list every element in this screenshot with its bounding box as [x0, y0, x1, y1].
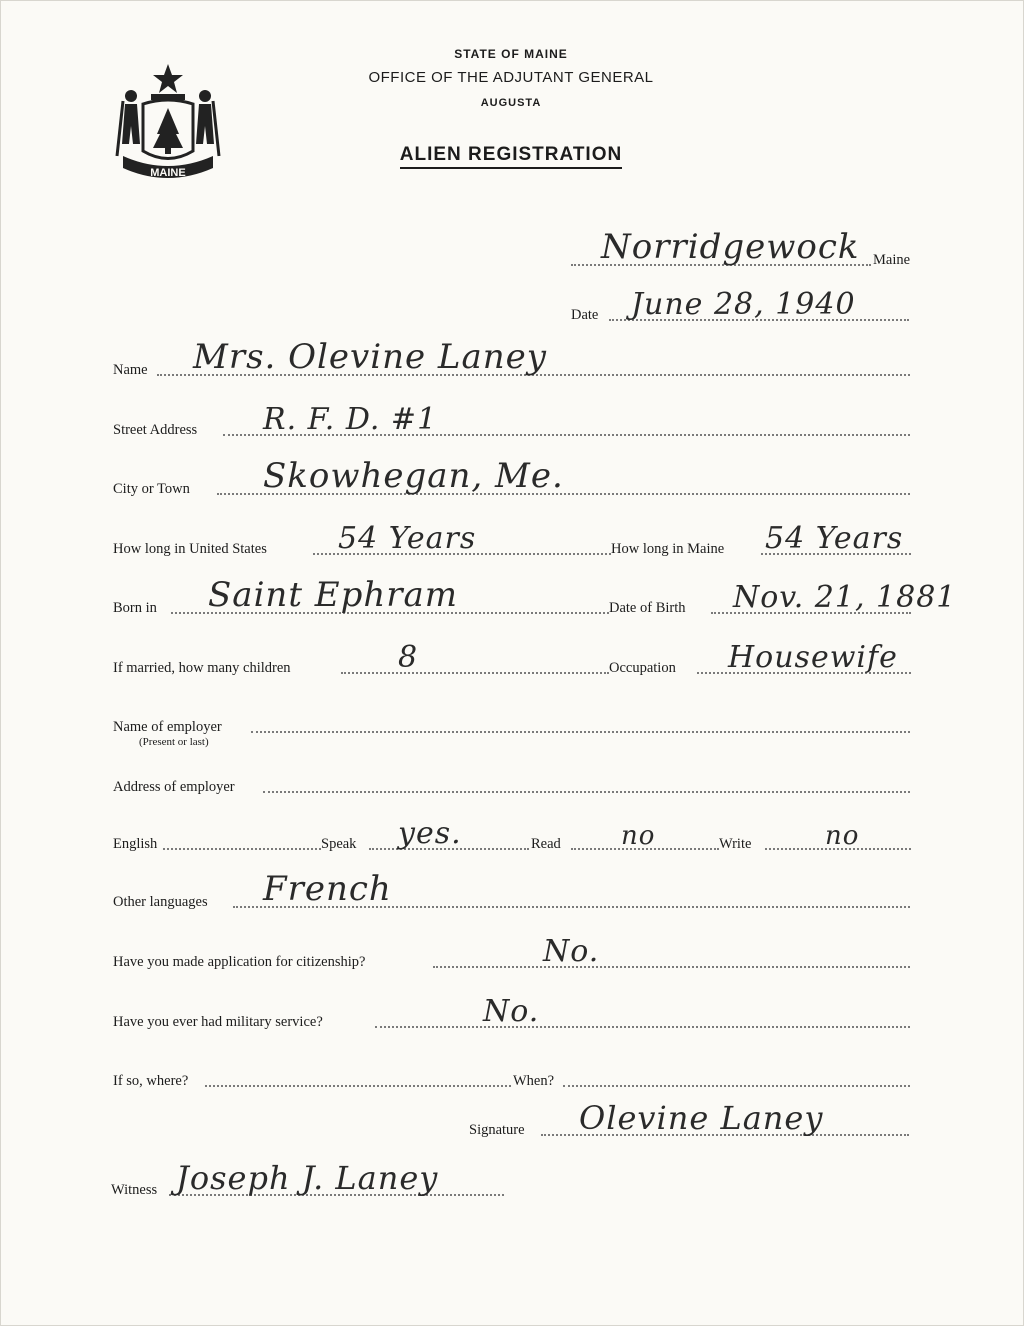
- languages-row: [113, 871, 913, 911]
- birth-row: [113, 575, 957, 617]
- citizenship-value[interactable]: No.: [543, 934, 600, 969]
- occupation-value[interactable]: Housewife: [728, 640, 898, 675]
- where-dots: [205, 1085, 511, 1087]
- town-row: [571, 229, 916, 269]
- witness-value[interactable]: Joseph J. Laney: [176, 1159, 439, 1197]
- speak-value[interactable]: yes.: [398, 816, 462, 851]
- write-label: Write: [719, 836, 752, 852]
- header-office: OFFICE OF THE ADJUTANT GENERAL: [368, 69, 654, 86]
- form-title-text: ALIEN REGISTRATION: [400, 144, 622, 169]
- town-value[interactable]: Norridgewock: [601, 227, 860, 267]
- citizenship-dots: [433, 966, 910, 968]
- read-value[interactable]: no: [621, 821, 656, 851]
- maine-years-value[interactable]: 54 Years: [765, 521, 904, 556]
- military-row: [113, 991, 913, 1031]
- write-value[interactable]: no: [825, 821, 860, 851]
- employer-label: Name of employer: [113, 719, 222, 735]
- name-label: Name: [113, 362, 148, 378]
- children-label: If married, how many children: [113, 660, 291, 676]
- english-row: [113, 813, 913, 853]
- children-row: [113, 637, 913, 677]
- street-label: Street Address: [113, 422, 198, 438]
- employer-address-label: Address of employer: [113, 779, 235, 795]
- name-value[interactable]: Mrs. Olevine Laney: [193, 337, 547, 377]
- employer-sublabel: (Present or last): [139, 736, 209, 748]
- witness-label: Witness: [111, 1182, 158, 1198]
- date-row: [571, 284, 916, 324]
- maine-seal-icon: [113, 56, 223, 191]
- city-label: City or Town: [113, 481, 190, 497]
- when-dots: [563, 1085, 910, 1087]
- read-label: Read: [531, 836, 561, 852]
- seal-text: MAINE: [150, 167, 186, 179]
- name-row: [113, 339, 913, 379]
- birth-date-value[interactable]: Nov. 21, 1881: [733, 580, 957, 615]
- employer-address-dots: [263, 791, 910, 793]
- employer-row: [113, 696, 913, 748]
- born-in-value[interactable]: Saint Ephram: [208, 575, 459, 615]
- citizenship-label: Have you made application for citizenship?: [113, 954, 366, 970]
- where-row: [113, 1050, 913, 1090]
- street-value[interactable]: R. F. D. #1: [263, 402, 438, 437]
- signature-value[interactable]: Olevine Laney: [579, 1099, 824, 1137]
- city-value[interactable]: Skowhegan, Me.: [263, 456, 564, 496]
- us-years-label: How long in United States: [113, 541, 267, 557]
- date-value[interactable]: June 28, 1940: [631, 287, 856, 322]
- witness-row: [111, 1159, 511, 1199]
- military-label: Have you ever had military service?: [113, 1014, 323, 1030]
- born-in-label: Born in: [113, 600, 157, 616]
- children-value[interactable]: 8: [398, 640, 419, 675]
- employer-dots: [251, 731, 910, 733]
- street-row: [113, 399, 913, 439]
- when-label: When?: [513, 1073, 555, 1089]
- languages-label: Other languages: [113, 894, 208, 910]
- signature-row: [469, 1099, 914, 1139]
- date-label: Date: [571, 307, 599, 323]
- city-row: [113, 458, 913, 498]
- us-years-value[interactable]: 54 Years: [338, 521, 477, 556]
- where-label: If so, where?: [113, 1073, 189, 1089]
- header-state: STATE OF MAINE: [454, 47, 568, 61]
- speak-label: Speak: [321, 836, 357, 852]
- military-dots: [375, 1026, 910, 1028]
- residence-row: [113, 518, 913, 558]
- military-value[interactable]: No.: [483, 994, 540, 1029]
- town-suffix-label: Maine: [873, 252, 911, 268]
- birth-date-label: Date of Birth: [609, 600, 686, 616]
- maine-years-label: How long in Maine: [611, 541, 725, 557]
- signature-label: Signature: [469, 1122, 525, 1138]
- english-label: English: [113, 836, 158, 852]
- occupation-label: Occupation: [609, 660, 676, 676]
- citizenship-row: [113, 931, 913, 971]
- languages-value[interactable]: French: [263, 869, 392, 909]
- english-dots: [163, 848, 321, 850]
- form-title: [331, 144, 691, 166]
- header-city: AUGUSTA: [480, 97, 542, 109]
- employer-address-row: [113, 756, 913, 796]
- children-dots: [341, 672, 609, 674]
